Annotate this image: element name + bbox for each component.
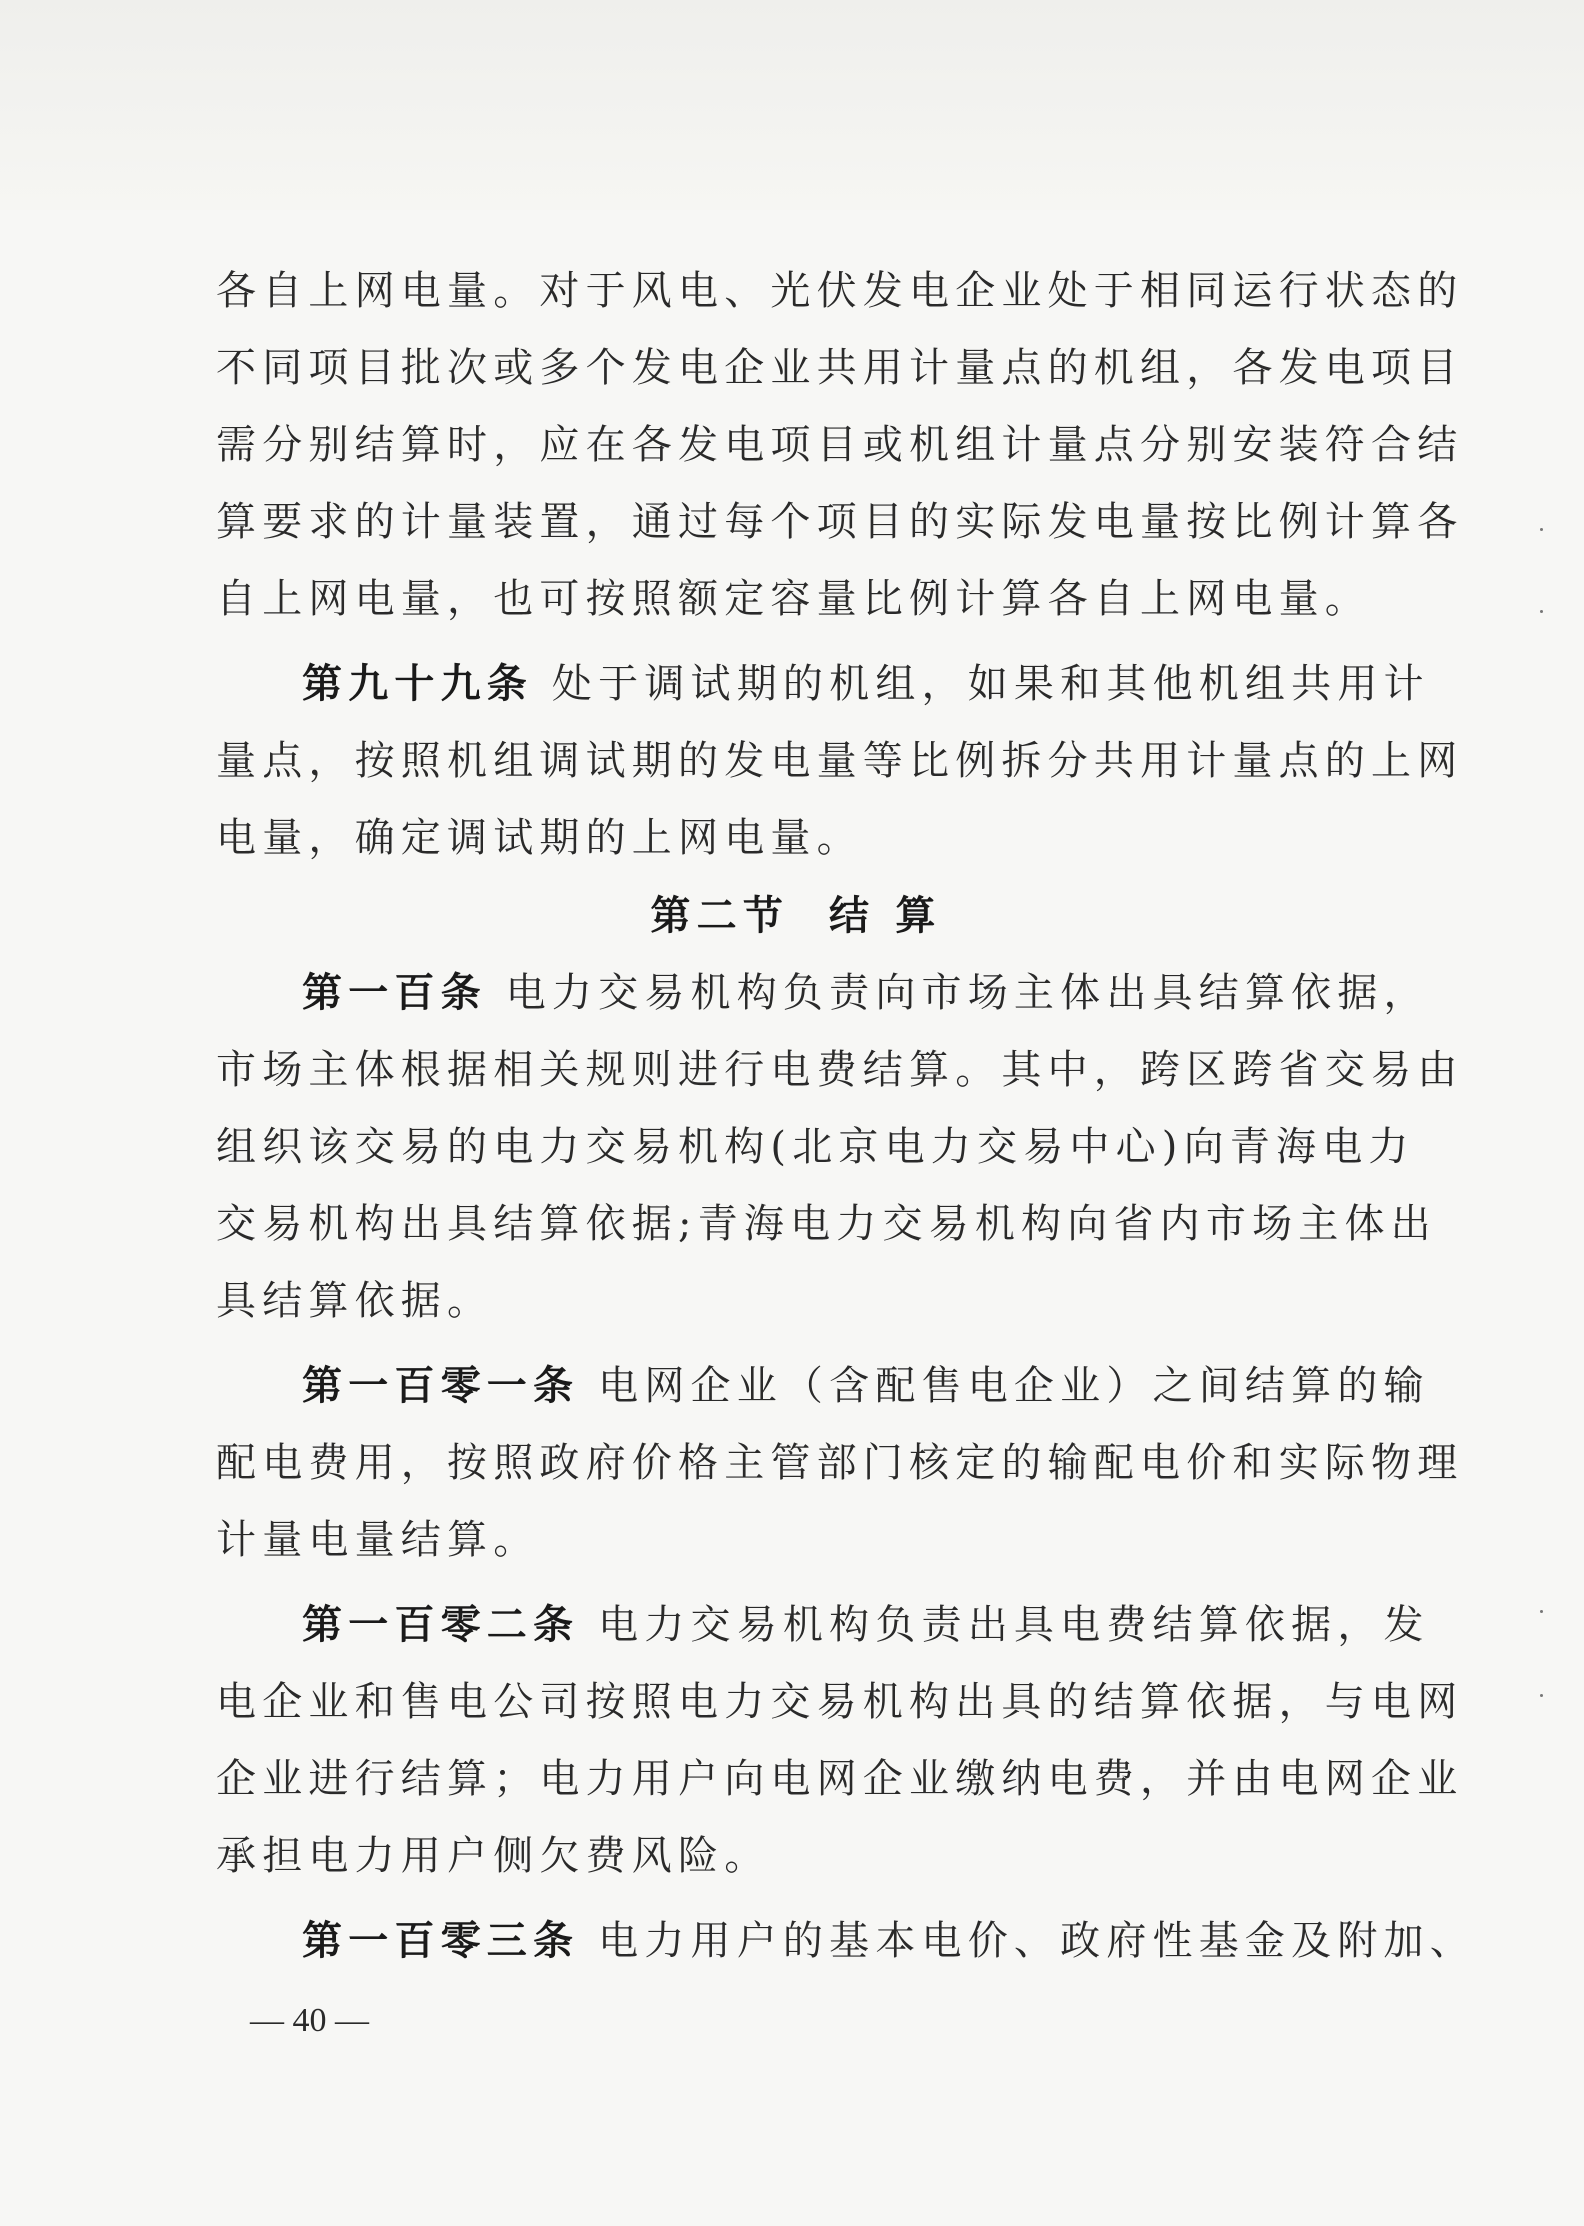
scan-shadow (0, 0, 1584, 210)
text-line: 电企业和售电公司按照电力交易机构出具的结算依据，与电网 (216, 1679, 1464, 1725)
article-heading: 第九十九条 (302, 660, 533, 707)
text-line: 企业进行结算；电力用户向电网企业缴纳电费，并由电网企业 (216, 1756, 1464, 1802)
text-line: 自上网电量，也可按照额定容量比例计算各自上网电量。 (216, 576, 1371, 622)
scan-speck (1540, 1694, 1543, 1697)
article-heading: 第一百零二条 (302, 1601, 580, 1648)
article-text: 电网企业（含配售电企业）之间结算的输 (598, 1363, 1430, 1409)
article-102 (216, 1586, 1464, 1895)
text-line: 不同项目批次或多个发电企业共用计量点的机组，各发电项目 (216, 345, 1464, 391)
text-line: 量点，按照机组调试期的发电量等比例拆分共用计量点的上网 (216, 738, 1464, 784)
article-heading: 第一百条 (302, 969, 487, 1016)
text-line (216, 1347, 1430, 1425)
text-line: 电量，确定调试期的上网电量。 (216, 815, 863, 861)
text-line (216, 645, 1430, 723)
text-line (216, 954, 1430, 1032)
section-heading (216, 877, 1376, 954)
text-line: 市场主体根据相关规则进行电费结算。其中，跨区跨省交易由 (216, 1047, 1464, 1093)
text-line: 需分别结算时，应在各发电项目或机组计量点分别安装符合结 (216, 422, 1464, 468)
text-line: 算要求的计量装置，通过每个项目的实际发电量按比例计算各 (216, 499, 1464, 545)
text-line: 配电费用，按照政府价格主管部门核定的输配电价和实际物理 (216, 1440, 1464, 1486)
continuation-paragraph (216, 253, 1464, 638)
text-line: 组织该交易的电力交易机构(北京电力交易中心)向青海电力 (216, 1124, 1415, 1170)
text-line (216, 1902, 1476, 1980)
text-line: 承担电力用户侧欠费风险。 (216, 1833, 771, 1879)
article-100 (216, 954, 1464, 1340)
text-line: 各自上网电量。对于风电、光伏发电企业处于相同运行状态的 (216, 268, 1464, 314)
article-heading: 第一百零三条 (302, 1917, 580, 1964)
scan-speck (1540, 528, 1543, 531)
article-text: 电力交易机构负责向市场主体出具结算依据， (505, 970, 1430, 1016)
text-line (216, 1586, 1430, 1664)
section-number: 第二节 (650, 892, 790, 939)
text-line: 交易机构出具结算依据;青海电力交易机构向省内市场主体出 (216, 1201, 1437, 1247)
article-text: 电力交易机构负责出具电费结算依据，发 (598, 1602, 1430, 1648)
text-line: 计量电量结算。 (216, 1517, 540, 1563)
document-body (216, 253, 1476, 1980)
article-heading: 第一百零一条 (302, 1362, 580, 1409)
article-text: 处于调试期的机组，如果和其他机组共用计 (551, 661, 1430, 707)
section-title: 结 算 (829, 892, 942, 939)
article-99 (216, 645, 1464, 877)
article-103 (216, 1902, 1476, 1980)
article-101 (216, 1347, 1464, 1579)
text-line: 具结算依据。 (216, 1278, 494, 1324)
page-number: — 40 — (250, 2002, 369, 2039)
scan-speck (1540, 1610, 1543, 1613)
scan-speck (1540, 610, 1543, 613)
article-text: 电力用户的基本电价、政府性基金及附加、 (598, 1918, 1476, 1964)
